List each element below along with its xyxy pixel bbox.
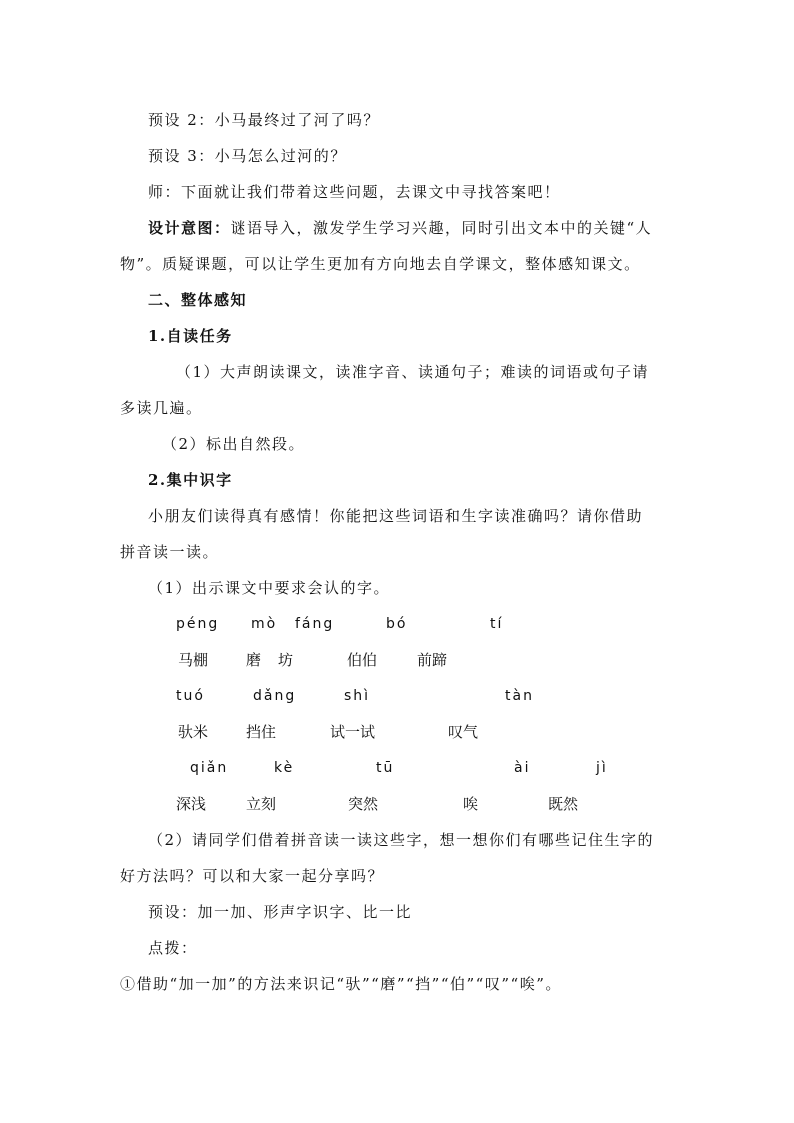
- pinyin: péng: [176, 616, 220, 632]
- pinyin: ài: [514, 760, 531, 776]
- design-intent-text: 谜语导入，激发学生学习兴趣，同时引出文本中的关键“人: [230, 219, 653, 237]
- section-heading-overall: 二、整体感知: [148, 291, 248, 309]
- pinyin: tàn: [505, 688, 534, 704]
- intro-line-2: 拼音读一读。: [120, 543, 220, 561]
- pinyin: jì: [596, 760, 608, 776]
- teacher-line: 师：下面就让我们带着这些问题，去课文中寻找答案吧！: [148, 183, 561, 201]
- vocab-word: 突然: [348, 795, 379, 813]
- pinyin: tū: [376, 760, 395, 776]
- task-1-line-1: （1）大声朗读课文，读准字音、读通句子；难读的词语或句子请: [176, 363, 650, 381]
- task-1-line-2: 多读几遍。: [120, 399, 203, 417]
- vocab-word: 前蹄: [417, 651, 448, 669]
- tip-1: ①借助“加一加”的方法来识记“驮”“磨”“挡”“伯”“叹”“唉”。: [120, 975, 562, 993]
- vocab-word: 挡住: [246, 723, 277, 741]
- pinyin: qiǎn: [190, 760, 229, 776]
- subheading-self-reading: 1.自读任务: [148, 327, 233, 345]
- vocab-word: 深浅: [176, 795, 207, 813]
- vocab-word: 既然: [548, 795, 579, 813]
- vocab-word: 唉: [463, 795, 479, 813]
- pinyin: tuó: [176, 688, 205, 704]
- vocab-word: 马棚: [178, 651, 209, 669]
- pinyin: mò: [251, 616, 278, 632]
- design-intent-label: 设计意图：: [148, 219, 231, 237]
- pinyin: fáng: [295, 616, 335, 632]
- subheading-word-recognition: 2.集中识字: [148, 471, 233, 489]
- pinyin: dǎng: [253, 688, 297, 704]
- pinyin: tí: [490, 616, 504, 632]
- vocab-word: 试一试: [330, 723, 376, 741]
- design-intent-line-1: [148, 218, 652, 238]
- tip-label: 点拨：: [148, 939, 198, 957]
- task-2: （2）标出自然段。: [162, 435, 306, 453]
- read-task-line-1: （2）请同学们借着拼音读一读这些字，想一想你们有哪些记住生字的: [148, 831, 655, 849]
- design-intent-line-2: 物”。质疑课题，可以让学生更加有方向地去自学课文，整体感知课文。: [120, 255, 641, 273]
- pinyin: shì: [344, 688, 371, 704]
- vocab-word: 叹气: [448, 723, 479, 741]
- vocab-word: 驮米: [178, 723, 209, 741]
- preset-methods: 预设：加一加、形声字识字、比一比: [148, 903, 413, 921]
- vocab-word: 坊: [278, 651, 294, 669]
- show-characters: （1）出示课文中要求会认的字。: [148, 579, 391, 597]
- vocab-word: 立刻: [246, 795, 277, 813]
- vocab-word: 伯伯: [347, 651, 378, 669]
- preset-2: 预设 2：小马最终过了河了吗？: [148, 111, 380, 129]
- pinyin: bó: [386, 616, 408, 632]
- preset-3: 预设 3：小马怎么过河的？: [148, 147, 347, 165]
- read-task-line-2: 好方法吗？可以和大家一起分享吗？: [120, 867, 385, 885]
- pinyin: kè: [274, 760, 295, 776]
- intro-line-1: 小朋友们读得真有感情！你能把这些词语和生字读准确吗？请你借助: [148, 507, 644, 525]
- vocab-word: 磨: [246, 651, 262, 669]
